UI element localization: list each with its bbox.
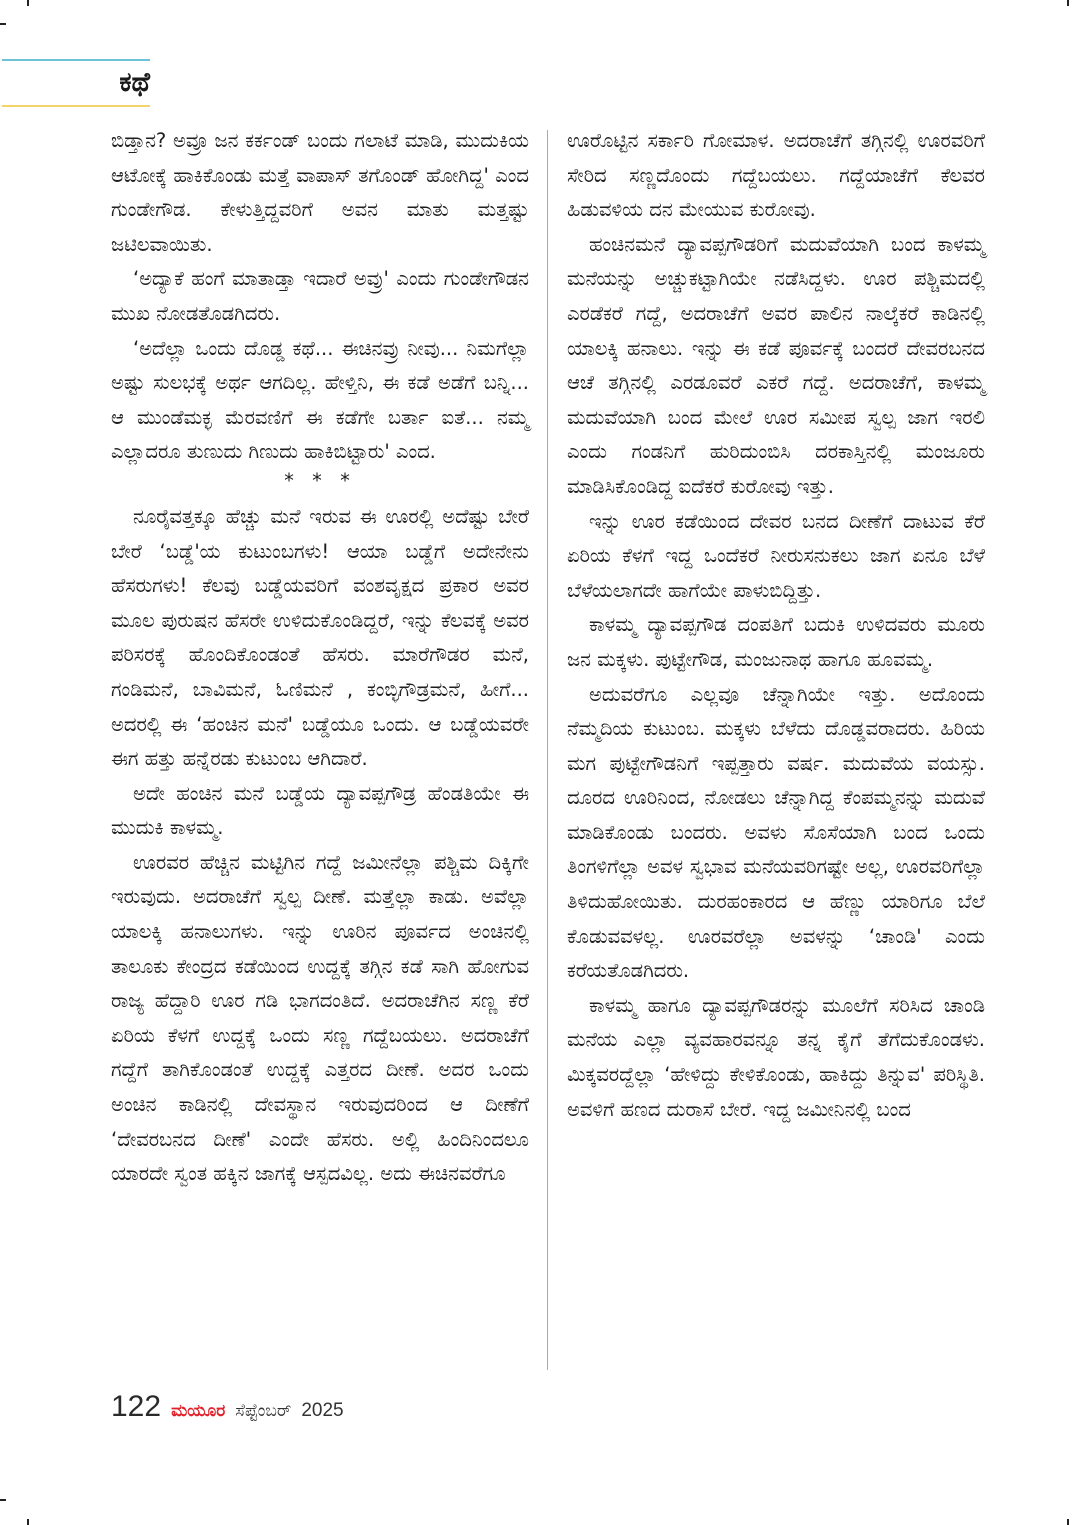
crop-mark-top-left-vertical: [27, 0, 29, 6]
paragraph: ಅದೇ ಹಂಚಿನ ಮನೆ ಬಡ್ಡೆಯ ದ್ಯಾವಪ್ಪಗೌಡ್ರ ಹೆಂಡತಿಯೇ ಈ ಮುದುಕಿ ಕಾಳಮ್ಮ.: [111, 781, 529, 840]
paragraph: ಅದುವರೆಗೂ ಎಲ್ಲವೂ ಚೆನ್ನಾಗಿಯೇ ಇತ್ತು. ಅದೊಂದು ನೆಮ್ಮದಿಯ ಕುಟುಂಬ. ಮಕ್ಕಳು ಬೆಳೆದು ದೊಡ್ಡವರಾದರು. ಹಿರಿಯ ಮಗ ಪುಟ್ಟೇಗೌಡನಿಗೆ ಇಪ್ಪತ್ತಾರು ವರ್ಷ. ಮದುವೆಯ ವಯಸ್ಸು. ದೂರದ ಊರಿನಿಂದ, ನೋಡಲು ಚೆನ್ನಾಗಿದ್ದ ಕೆಂಪಮ್ಮನನ್ನು ಮದುವೆ ಮಾಡಿಕೊಂಡು ಬಂದರು. ಅವಳು ಸೊಸೆಯಾಗಿ ಬಂದ ಒಂದು ತಿಂಗಳಿಗೆಲ್ಲಾ ಅವಳ ಸ್ವಭಾವ ಮನೆಯವರಿಗಷ್ಟೇ ಅಲ್ಲ, ಊರವರಿಗೆಲ್ಲಾ ತಿಳಿದುಹೋಯಿತು. ದುರಹಂಕಾರದ ಆ ಹೆಣ್ಣು ಯಾರಿಗೂ ಬೆಲೆ ಕೊಡುವವಳಲ್ಲ. ಊರವರೆಲ್ಲಾ ಅವಳನ್ನು ‘ಚಾಂಡಿ' ಎಂದು ಕರೆಯತೊಡಗಿದರು.: [567, 682, 985, 983]
magazine-name: ಮಯೂರ: [171, 1401, 226, 1421]
paragraph: ‘ಅದ್ಯಾಕೆ ಹಂಗೆ ಮಾತಾಡ್ತಾ ಇದಾರೆ ಅವ್ರು' ಎಂದು ಗುಂಡೇಗೌಡನ ಮುಖ ನೋಡತೊಡಗಿದರು.: [111, 267, 529, 325]
section-accent-rule-top: [2, 59, 150, 61]
paragraph: ‘ಅದೆಲ್ಲಾ ಒಂದು ದೊಡ್ಡ ಕಥೆ... ಈಚಿನವ್ರು ನೀವು... ನಿಮಗೆಲ್ಲಾ ಅಷ್ಟು ಸುಲಭಕ್ಕೆ ಅರ್ಥ ಆಗದಿಲ್ಲ. ಹೇಳ್ತಿನಿ, ಈ ಕಡೆ ಅಡೆಗೆ ಬನ್ನಿ... ಆ ಮುಂಡೆಮಕ್ಳ ಮೆರವಣಿಗೆ ಈ ಕಡೆಗೇ ಬರ್ತಾ ಐತೆ... ನಮ್ಮ ಎಲ್ಲಾದರೂ ತುಣುದು ಗಿಣುದು ಹಾಕಿಬಿಟ್ಟಾರು' ಎಂದ.: [111, 336, 529, 464]
section-accent-rule-bottom: [2, 105, 150, 107]
paragraph: ಕಾಳಮ್ಮ ದ್ಯಾವಪ್ಪಗೌಡ ದಂಪತಿಗೆ ಬದುಕಿ ಉಳಿದವರು ಮೂರು ಜನ ಮಕ್ಕಳು. ಪುಟ್ಟೇಗೌಡ, ಮಂಜುನಾಥ ಹಾಗೂ ಹೂವಮ್ಮ.: [567, 613, 985, 671]
crop-mark-bottom-right-vertical: [1067, 1519, 1069, 1525]
article-column-right: [567, 124, 985, 1127]
column-divider: [547, 130, 548, 1370]
crop-mark-bottom-left-horizontal: [0, 1499, 6, 1501]
paragraph: ಇನ್ನು ಊರ ಕಡೆಯಿಂದ ದೇವರ ಬನದ ದೀಣೆಗೆ ದಾಟುವ ಕೆರೆ ಏರಿಯ ಕೆಳಗೆ ಇದ್ದ ಒಂದೆಕರೆ ನೀರುಸನುಕಲು ಜಾಗ ಏನೂ ಬೆಳೆ ಬೆಳೆಯಲಾಗದೇ ಹಾಗೆಯೇ ಪಾಳುಬಿದ್ದಿತ್ತು.: [567, 509, 985, 602]
paragraph: ಹಂಚಿನಮನೆ ದ್ಯಾವಪ್ಪಗೌಡರಿಗೆ ಮದುವೆಯಾಗಿ ಬಂದ ಕಾಳಮ್ಮ ಮನೆಯನ್ನು ಅಚ್ಚುಕಟ್ಟಾಗಿಯೇ ನಡೆಸಿದ್ದಳು. ಊರ ಪಶ್ಚಿಮದಲ್ಲಿ ಎರಡೆಕರೆ ಗದ್ದೆ, ಅದರಾಚೆಗೆ ಅವರ ಪಾಲಿನ ನಾಲ್ಕೆಕರೆ ಕಾಡಿನಲ್ಲಿ ಯಾಲಕ್ಕಿ ಹನಾಲು. ಇನ್ನು ಈ ಕಡೆ ಪೂರ್ವಕ್ಕೆ ಬಂದರೆ ದೇವರಬನದ ಆಚೆ ತಗ್ಗಿನಲ್ಲಿ ಎರಡೂವರೆ ಎಕರೆ ಗದ್ದೆ. ಅದರಾಚೆಗೆ, ಕಾಳಮ್ಮ ಮದುವೆಯಾಗಿ ಬಂದ ಮೇಲೆ ಊರ ಸಮೀಪ ಸ್ವಲ್ಪ ಜಾಗ ಇರಲಿ ಎಂದು ಗಂಡನಿಗೆ ಹುರಿದುಂಬಿಸಿ ದರಕಾಸ್ತಿನಲ್ಲಿ ಮಂಜೂರು ಮಾಡಿಸಿಕೊಂಡಿದ್ದ ಐದೆಕರೆ ಕುರೋವು ಇತ್ತು.: [567, 232, 985, 498]
article-column-left: [111, 124, 529, 1192]
crop-mark-top-right-vertical: [1067, 0, 1069, 6]
paragraph: ಊರವರ ಹೆಚ್ಚಿನ ಮಟ್ಟಿಗಿನ ಗದ್ದೆ ಜಮೀನೆಲ್ಲಾ ಪಶ್ಚಿಮ ದಿಕ್ಕಿಗೇ ಇರುವುದು. ಅದರಾಚೆಗೆ ಸ್ವಲ್ಪ ದೀಣೆ. ಮತ್ತೆಲ್ಲಾ ಕಾಡು. ಅವೆಲ್ಲಾ ಯಾಲಕ್ಕಿ ಹನಾಲುಗಳು. ಇನ್ನು ಊರಿನ ಪೂರ್ವದ ಅಂಚಿನಲ್ಲಿ ತಾಲೂಕು ಕೇಂದ್ರದ ಕಡೆಯಿಂದ ಉದ್ದಕ್ಕೆ ತಗ್ಗಿನ ಕಡೆ ಸಾಗಿ ಹೋಗುವ ರಾಜ್ಯ ಹೆದ್ದಾರಿ ಊರ ಗಡಿ ಭಾಗದಂತಿದೆ. ಅದರಾಚೆಗಿನ ಸಣ್ಣ ಕೆರೆ ಏರಿಯ ಕೆಳಗೆ ಉದ್ದಕ್ಕೆ ಒಂದು ಸಣ್ಣ ಗದ್ದೆಬಯಲು. ಅದರಾಚೆಗೆ ಗದ್ದೆಗೆ ತಾಗಿಕೊಂಡಂತೆ ಉದ್ದಕ್ಕೆ ಎತ್ತರದ ದೀಣೆ. ಅದರ ಒಂದು ಅಂಚಿನ ಕಾಡಿನಲ್ಲಿ ದೇವಸ್ಥಾನ ಇರುವುದರಿಂದ ಆ ದೀಣೆಗೆ ‘ದೇವರಬನದ ದೀಣೆ' ಎಂದೇ ಹೆಸರು. ಅಲ್ಲಿ ಹಿಂದಿನಿಂದಲೂ ಯಾರದೇ ಸ್ವಂತ ಹಕ್ಕಿನ ಜಾಗಕ್ಕೆ ಆಸ್ಪದವಿಲ್ಲ. ಅದು ಈಚಿನವರೆಗೂ: [111, 850, 529, 1186]
section-label: ಕಥೆ: [119, 67, 150, 98]
issue-year: 2025: [301, 1400, 344, 1421]
paragraph: ನೂರೈವತ್ತಕ್ಕೂ ಹೆಚ್ಚು ಮನೆ ಇರುವ ಈ ಊರಲ್ಲಿ ಅದೆಷ್ಟು ಬೇರೆ ಬೇರೆ ‘ಬಡ್ಡೆ'ಯ ಕುಟುಂಬಗಳು! ಆಯಾ ಬಡ್ಡೆಗೆ ಅದೇನೇನು ಹೆಸರುಗಳು! ಕೆಲವು ಬಡ್ಡೆಯವರಿಗೆ ವಂಶವೃಕ್ಷದ ಪ್ರಕಾರ ಅವರ ಮೂಲ ಪುರುಷನ ಹೆಸರೇ ಉಳಿದುಕೊಂಡಿದ್ದರೆ, ಇನ್ನು ಕೆಲವಕ್ಕೆ ಅವರ ಪರಿಸರಕ್ಕೆ ಹೊಂದಿಕೊಂಡಂತೆ ಹೆಸರು. ಮಾರೆಗೌಡರ ಮನೆ, ಗಂಡಿಮನೆ, ಬಾವಿಮನೆ, ಓಣಿಮನೆ , ಕಂಬ್ಳಿಗೌಡ್ರಮನೆ, ಹೀಗೆ... ಅದರಲ್ಲಿ ಈ ‘ಹಂಚಿನ ಮನೆ' ಬಡ್ಡೆಯೂ ಒಂದು. ಆ ಬಡ್ಡೆಯವರೇ ಈಗ ಹತ್ತು ಹನ್ನೆರಡು ಕುಟುಂಬ ಆಗಿದಾರೆ.: [111, 504, 529, 771]
paragraph: ಕಾಳಮ್ಮ ಹಾಗೂ ದ್ಯಾವಪ್ಪಗೌಡರನ್ನು ಮೂಲೆಗೆ ಸರಿಸಿದ ಚಾಂಡಿ ಮನೆಯ ಎಲ್ಲಾ ವ್ಯವಹಾರವನ್ನೂ ತನ್ನ ಕೈಗೆ ತೆಗೆದುಕೊಂಡಳು. ಮಿಕ್ಕವರದ್ದೆಲ್ಲಾ ‘ಹೇಳಿದ್ದು ಕೇಳಿಕೊಂಡು, ಹಾಕಿದ್ದು ತಿನ್ನುವ' ಪರಿಸ್ಥಿತಿ. ಅವಳಿಗೆ ಹಣದ ದುರಾಸೆ ಬೇರೆ. ಇದ್ದ ಜಮೀನಿನಲ್ಲಿ ಬಂದ: [567, 993, 985, 1121]
section-break: * * *: [284, 468, 356, 492]
issue-month: ಸೆಪ್ಟೆಂಬರ್: [235, 1401, 292, 1421]
page-footer: [111, 1390, 344, 1424]
paragraph: ಊರೊಟ್ಟಿನ ಸರ್ಕಾರಿ ಗೋಮಾಳ. ಅದರಾಚೆಗೆ ತಗ್ಗಿನಲ್ಲಿ ಊರವರಿಗೆ ಸೇರಿದ ಸಣ್ಣದೊಂದು ಗದ್ದೆಬಯಲು. ಗದ್ದೆಯಾಚೆಗೆ ಕೆಲವರ ಹಿಡುವಳಿಯ ದನ ಮೇಯುವ ಕುರೋವು.: [567, 129, 985, 222]
page-number: 122: [111, 1390, 162, 1423]
paragraph: ಬಿಡ್ತಾನ? ಅವ್ರೂ ಜನ ಕರ್ಕಂಡ್ ಬಂದು ಗಲಾಟೆ ಮಾಡಿ, ಮುದುಕಿಯ ಆಟೋಕ್ಕೆ ಹಾಕಿಕೊಂಡು ಮತ್ತೆ ವಾಪಾಸ್ ತಗೊಂಡ್ ಹೋಗಿದ್ದ' ಎಂದ ಗುಂಡೇಗೌಡ. ಕೇಳುತ್ತಿದ್ದವರಿಗೆ ಅವನ ಮಾತು ಮತ್ತಷ್ಟು ಜಟಿಲವಾಯಿತು.: [111, 129, 529, 256]
crop-mark-bottom-left-vertical: [27, 1519, 29, 1525]
crop-mark-top-left-horizontal: [0, 23, 6, 25]
